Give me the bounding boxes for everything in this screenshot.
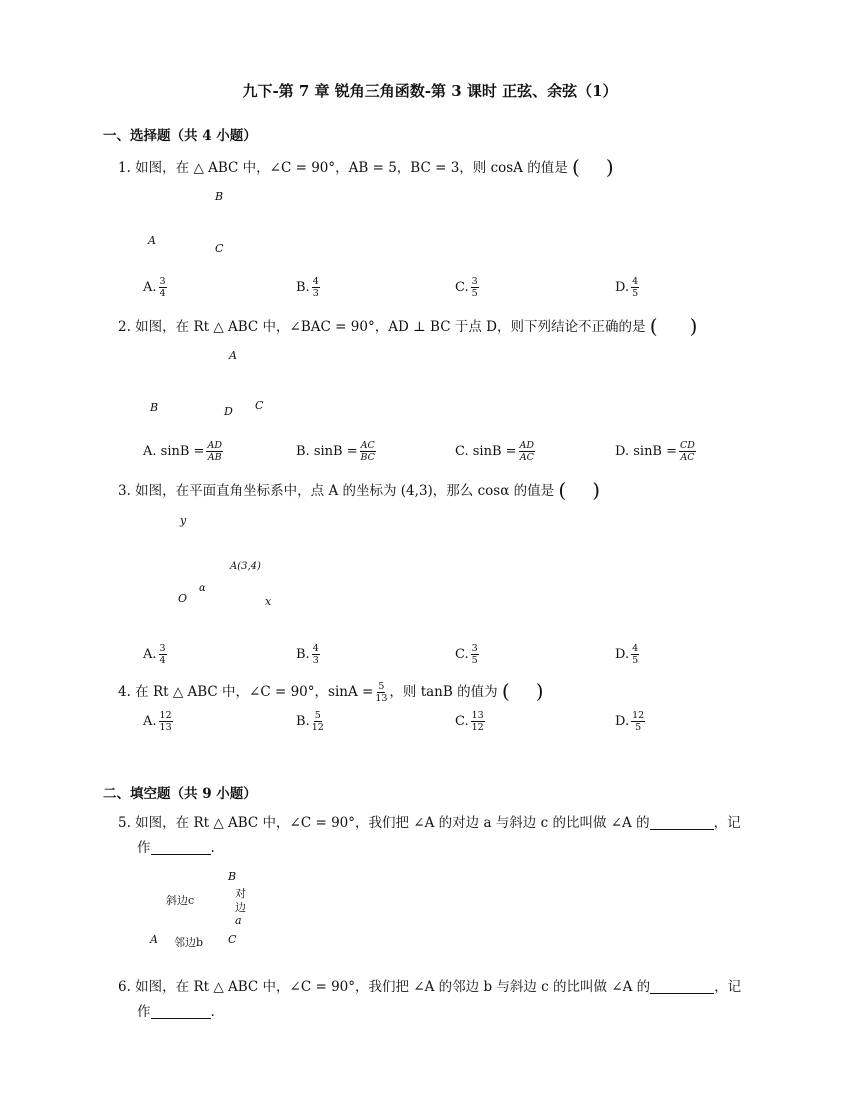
question-2-stem: 2. 如图，在 Rt △ ABC 中，∠BAC = 90°，AD ⊥ BC 于点 D，则下列结论不正确的是 <box>118 319 646 335</box>
q3-option-b[interactable]: B. $\frac{4}{3}$ <box>296 643 319 666</box>
q1-label-b: B <box>215 190 224 203</box>
q5-label-opposite-2: 边 <box>235 901 246 914</box>
q2-option-b[interactable]: B. sinB = $\frac{AC}{BC}$ <box>296 440 375 463</box>
q3-option-a[interactable]: A. $\frac{3}{4}$ <box>143 643 166 666</box>
q5-blank-1[interactable] <box>650 815 714 830</box>
question-5-stem: 5. 如图，在 Rt △ ABC 中，∠C = 90°，我们把 ∠A 的对边 a 与斜边 c 的比叫做 ∠A 的 <box>118 815 650 831</box>
question-4-text <box>118 679 544 704</box>
q1-option-b[interactable]: B. $\frac{4}{3}$ <box>296 276 319 299</box>
answer-paren-open: ( <box>572 155 580 179</box>
q4-sin-fraction: $\frac{5}{13}$ <box>375 681 388 704</box>
question-6-line-2 <box>137 1000 215 1020</box>
question-5-line-1-end: ，记 <box>713 815 741 831</box>
q5-label-opposite-1: 对 <box>235 887 246 900</box>
q6-blank-1[interactable] <box>650 979 714 994</box>
q2-label-c: C <box>255 399 264 412</box>
q3-label-o: O <box>178 592 188 605</box>
q3-label-point-a: A(3,4) <box>230 561 261 572</box>
q4-option-b[interactable]: B. $\frac{5}{12}$ <box>296 710 324 733</box>
q1-option-a[interactable]: A. $\frac{3}{4}$ <box>143 276 166 299</box>
question-6-line-1-end: ，记 <box>714 979 742 995</box>
answer-paren-open: ( <box>501 679 510 703</box>
q3-label-alpha: α <box>199 583 206 594</box>
q4-option-c[interactable]: C. $\frac{13}{12}$ <box>455 710 484 733</box>
question-5-line-2-end: . <box>210 840 215 856</box>
q4-option-d[interactable]: D. $\frac{12}{5}$ <box>615 710 645 733</box>
answer-paren-open: ( <box>649 314 658 338</box>
q2-label-d: D <box>224 405 233 418</box>
answer-paren-close: ) <box>689 314 698 338</box>
q5-blank-2[interactable] <box>151 840 211 855</box>
question-1-stem: 1. 如图，在 △ ABC 中，∠C = 90°，AB = 5，BC = 3，则 cosA 的值是 <box>118 160 568 176</box>
q5-label-c: C <box>228 933 237 946</box>
q2-option-d[interactable]: D. sinB = $\frac{CD}{AC}$ <box>615 440 695 463</box>
q1-option-c[interactable]: C. $\frac{3}{5}$ <box>455 276 478 299</box>
question-5-line-1 <box>118 811 741 831</box>
q5-label-hypotenuse: 斜边c <box>166 894 195 907</box>
q3-option-d[interactable]: D. $\frac{4}{5}$ <box>615 643 639 666</box>
answer-paren-close: ) <box>535 679 544 703</box>
question-5-line-2 <box>137 836 215 856</box>
question-1-text <box>118 155 614 179</box>
question-6-line-2-end: . <box>210 1004 215 1020</box>
section-heading-fill: 二、填空题（共 9 小题） <box>103 786 257 802</box>
question-4-stem-start: 4. 在 Rt △ ABC 中，∠C = 90°，sinA = <box>118 684 374 700</box>
answer-paren-open: ( <box>558 478 567 502</box>
question-3-stem: 3. 如图，在平面直角坐标系中，点 A 的坐标为 (4,3)，那么 cosα 的值是 <box>118 483 555 499</box>
q5-label-b: B <box>228 870 237 883</box>
q4-option-a[interactable]: A. $\frac{12}{13}$ <box>143 710 172 733</box>
question-6-line-2-start: 作 <box>137 1004 151 1020</box>
section-heading-choice: 一、选择题（共 4 小题） <box>103 128 257 144</box>
q3-option-c[interactable]: C. $\frac{3}{5}$ <box>455 643 478 666</box>
question-4-stem-end: ，则 tanB 的值为 <box>389 684 498 700</box>
q5-label-adjacent: 邻边b <box>174 936 204 949</box>
q1-label-a: A <box>148 234 156 247</box>
q2-option-c[interactable]: C. sinB = $\frac{AD}{AC}$ <box>455 440 535 463</box>
q2-option-a[interactable]: A. sinB = $\frac{AD}{AB}$ <box>143 440 222 463</box>
q1-option-d[interactable]: D. $\frac{4}{5}$ <box>615 276 639 299</box>
q3-label-y: y <box>180 514 187 527</box>
question-5-line-2-start: 作 <box>137 840 151 856</box>
question-6-line-1 <box>118 975 741 995</box>
q6-blank-2[interactable] <box>151 1004 211 1019</box>
answer-paren-close: ) <box>605 155 614 179</box>
q5-label-side-a: a <box>235 914 242 927</box>
q3-label-x: x <box>265 595 272 608</box>
q1-label-c: C <box>215 242 224 255</box>
question-6-stem: 6. 如图，在 Rt △ ABC 中，∠C = 90°，我们把 ∠A 的邻边 b 与斜边 c 的比叫做 ∠A 的 <box>118 979 651 995</box>
question-3-text <box>118 478 600 502</box>
question-2-text <box>118 314 697 338</box>
q5-label-a: A <box>150 933 158 946</box>
page-title: 九下-第 7 章 锐角三角函数-第 3 课时 正弦、余弦（1） <box>242 82 618 100</box>
q2-label-a: A <box>229 349 237 362</box>
answer-paren-close: ) <box>592 478 601 502</box>
q2-label-b: B <box>150 401 159 414</box>
